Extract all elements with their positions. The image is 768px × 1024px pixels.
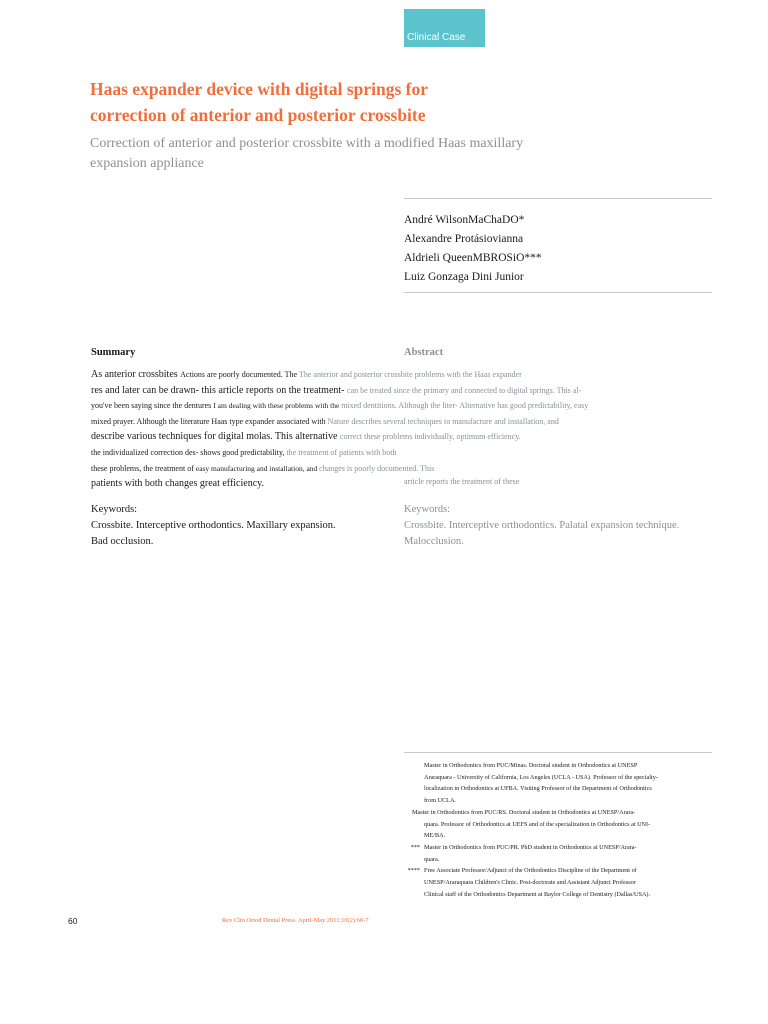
title-line: Haas expander device with digital springs for <box>90 79 429 99</box>
abstract-text: mixed dentitions. Although the liter- Alternative has good predictability, easy <box>341 401 589 411</box>
body-text: Actions are poorly documented. The <box>180 370 299 379</box>
footnote-text: Free Associate Professor/Adjunct of the Orthodontics Discipline of the Department of <box>424 867 637 875</box>
footnote-line <box>404 807 694 819</box>
body-text: res and later can be drawn- this article reports on the treatment- <box>91 384 348 396</box>
abstract-heading: Abstract <box>404 347 444 358</box>
footnote-text: quara. <box>424 855 440 863</box>
journal-citation: Rev Clin Ortod Dental Press. April-May 2011;10(2):60-7 <box>222 917 369 924</box>
body-text: mixed prayer. Although the literature Haas type expander associated with <box>91 416 328 426</box>
body-line <box>91 474 611 490</box>
keywords-portuguese <box>91 502 391 550</box>
footnote-line <box>404 795 694 807</box>
author-name: Alexandre Protásiovianna <box>404 233 524 245</box>
subtitle-line: expansion appliance <box>90 156 204 171</box>
article-subtitle <box>90 134 560 174</box>
body-text: describe various techniques for digital molas. This alternative <box>91 431 340 443</box>
body-line <box>91 396 611 412</box>
author-name: Aldrieli QueenMBROSiO*** <box>404 252 542 264</box>
footnote-line <box>404 877 694 889</box>
author-footnotes <box>404 760 694 900</box>
body-text: you've been saying since the dentures <box>91 401 214 411</box>
author-list <box>404 211 704 287</box>
authors-bottom-divider <box>404 292 712 293</box>
body-text: these problems, the treatment of <box>91 463 196 473</box>
body-text: easy manufacturing and installation, and <box>195 463 320 473</box>
body-text: the individualized correction des- shows good predictability, <box>91 447 287 457</box>
keywords-label: Keywords: <box>404 504 451 515</box>
summary-abstract-body <box>91 365 611 490</box>
body-line <box>91 365 611 381</box>
footnote-text: Araraquara - University of California, Los Angeles (UCLA - USA). Professor of the specialty- <box>424 773 658 781</box>
body-line <box>91 459 611 475</box>
section-label: Clinical Case <box>407 32 466 43</box>
footnote-text: quara. Professor of Orthodontics at UEFS and of the specialization in Orthodontics at UNI- <box>424 820 651 828</box>
body-line <box>91 443 611 459</box>
body-text: As anterior crossbites <box>91 369 181 380</box>
footnote-line <box>404 772 694 784</box>
footnote-line <box>404 889 694 901</box>
footnote-line <box>404 819 694 831</box>
keywords-line: Malocclusion. <box>404 536 464 547</box>
keywords-english <box>404 502 724 550</box>
summary-heading: Summary <box>91 347 136 358</box>
keywords-line: Crossbite. Interceptive orthodontics. Maxillary expansion. <box>91 520 336 531</box>
body-line <box>91 412 611 428</box>
body-text: I am dealing with these problems with the <box>213 401 342 411</box>
abstract-text: the treatment of patients with both <box>286 447 397 457</box>
footnote-line <box>404 760 694 772</box>
page-number: 60 <box>68 916 78 926</box>
footnote-marker: **** <box>407 867 420 875</box>
footnote-line <box>404 842 694 854</box>
title-line: correction of anterior and posterior crossbite <box>90 105 426 125</box>
footnote-text: Master in Orthodontics from PUC/Minas. Doctoral student in Orthodontics at UNESP <box>424 762 638 769</box>
author-name: André WilsonMaChaDO* <box>404 214 525 226</box>
footnote-text: localization in Orthodontics at UFBA. Visiting Professor of the Department of Orthodontics <box>424 785 652 793</box>
abstract-text: The anterior and posterior crossbite problems with the Haas expander <box>298 370 522 379</box>
section-badge <box>404 9 485 47</box>
footnote-text: from UCLA. <box>424 797 456 805</box>
footnote-line <box>404 830 694 842</box>
body-text: patients with both changes great efficiency. <box>91 478 264 490</box>
abstract-text: changes is poorly documented. This <box>319 463 435 473</box>
body-line <box>91 427 611 443</box>
footnote-divider <box>404 752 712 753</box>
footnote-text: ME/BA. <box>424 832 446 840</box>
footnote-text: UNESP/Araraquara Children's Clinic. Post-doctorate and Assistant Adjunct Professor <box>424 879 636 887</box>
article-title <box>90 76 560 128</box>
abstract-text: article reports the treatment of these <box>404 477 520 487</box>
footnote-line <box>404 854 694 866</box>
footnote-text: Master in Orthodontics from PUC/PR. PhD student in Orthodontics at UNESP/Arara- <box>424 843 637 851</box>
footnote-marker: *** <box>410 843 420 851</box>
footnote-line <box>404 783 694 795</box>
footnote-text: Master in Orthodontics from PUC/RS. Doctoral student in Orthodontics at UNESP/Arara- <box>412 808 636 816</box>
author-name: Luiz Gonzaga Dini Junior <box>404 271 524 283</box>
body-line <box>91 381 611 397</box>
keywords-line: Bad occlusion. <box>91 536 154 547</box>
keywords-label: Keywords: <box>91 504 138 515</box>
footnote-text: Clinical staff of the Orthodontics Department at Baylor College of Dentistry (Dallas/USA). <box>424 890 651 898</box>
footnote-line <box>404 865 694 877</box>
subtitle-line: Correction of anterior and posterior crossbite with a modified Haas maxillary <box>90 136 524 151</box>
abstract-text: correct these problems individually, optimum efficiency. <box>339 432 521 442</box>
abstract-text: Nature describes several techniques to manufacture and installation, and <box>327 416 559 426</box>
abstract-text: can be treated since the primary and connected to digital springs. This al- <box>347 385 582 395</box>
authors-top-divider <box>404 198 712 199</box>
keywords-line: Crossbite. Interceptive orthodontics. Palatal expansion technique. <box>404 520 680 531</box>
